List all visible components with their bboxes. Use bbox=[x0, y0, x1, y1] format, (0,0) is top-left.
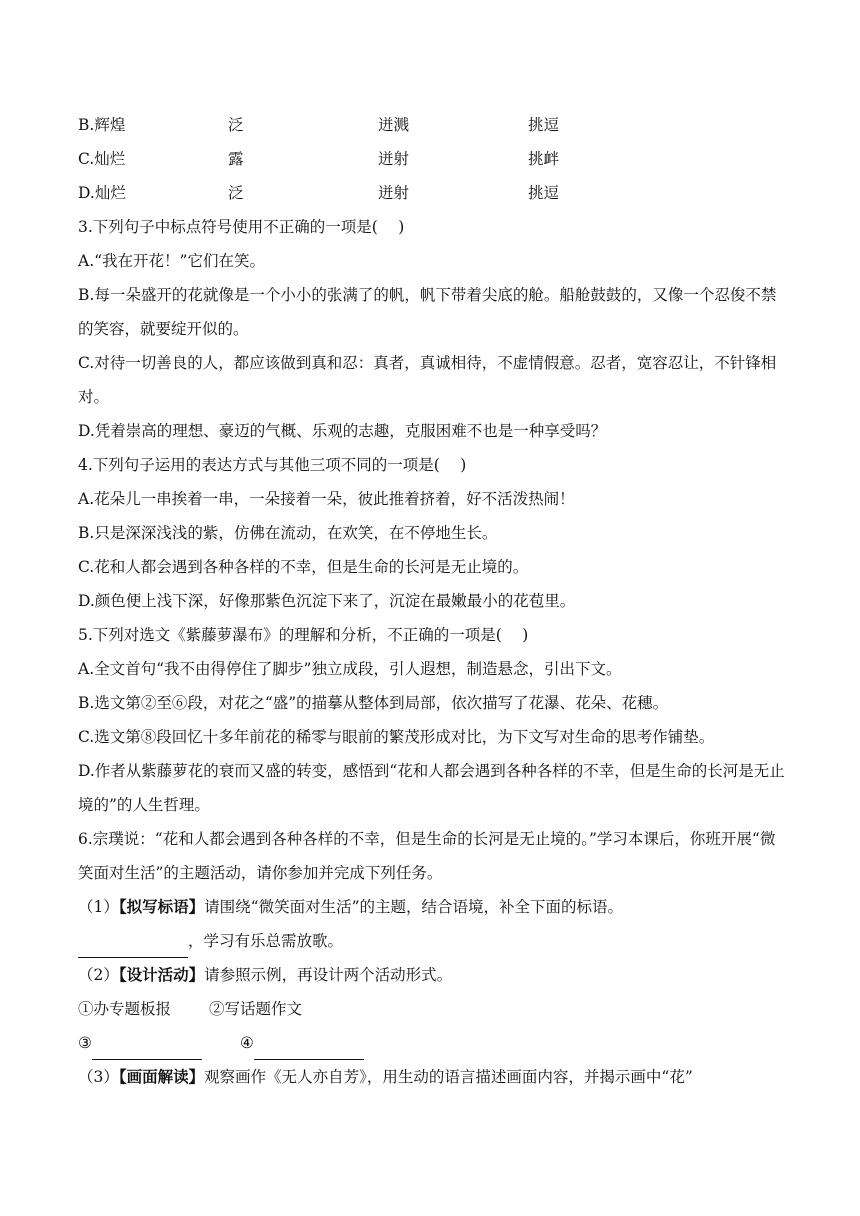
q4-option-b: B.只是深深浅浅的紫，仿佛在流动，在欢笑，在不停地生长。 bbox=[78, 524, 498, 542]
q6-task-3 bbox=[78, 1060, 790, 1094]
q2-option-b: B.辉煌 泛 迸溅 挑逗 bbox=[78, 116, 560, 134]
example-1: ①办专题板报 bbox=[78, 1000, 172, 1018]
q5-option-b: B.选文第②至⑥段，对花之“盛”的描摹从整体到局部，依次描写了花瀑、花朵、花穗。 bbox=[78, 694, 669, 712]
q5-stem: 5.下列对选文《紫藤萝瀑布》的理解和分析，不正确的一项是( ) bbox=[78, 626, 529, 644]
task-number: （1） bbox=[78, 898, 119, 916]
task-tag: 【拟写标语】 bbox=[118, 897, 205, 916]
q6-task-2-blanks bbox=[78, 1026, 790, 1060]
q3-option-a: A.“我在开花！”它们在笑。 bbox=[78, 252, 265, 270]
q2-option-d: D.灿烂 泛 迸射 挑逗 bbox=[78, 184, 560, 202]
q3-option-b: B.每一朵盛开的花就像是一个小小的张满了的帆，帆下带着尖底的舱。船舱鼓鼓的，又像一个忍俊不禁的笑容，就要绽开似的。 bbox=[78, 286, 777, 338]
q5-option-d: D.作者从紫藤萝花的衰而又盛的转变，感悟到“花和人都会遇到各种各样的不幸，但是生命的长河是无止境的”的人生哲理。 bbox=[78, 762, 785, 814]
task-number: （2） bbox=[78, 966, 119, 984]
document-page bbox=[78, 108, 790, 1094]
q3-option-d: D.凭着崇高的理想、豪迈的气概、乐观的志趣，克服困难不也是一种享受吗？ bbox=[78, 422, 607, 440]
q6-task-1 bbox=[78, 890, 790, 924]
task-tag: 【设计活动】 bbox=[118, 965, 205, 984]
q6-task-2 bbox=[78, 958, 790, 992]
q4-option-c: C.花和人都会遇到各种各样的不幸，但是生命的长河是无止境的。 bbox=[78, 558, 529, 576]
example-2: ②写话题作文 bbox=[209, 1000, 303, 1018]
q2-option-c: C.灿烂 露 迸射 挑衅 bbox=[78, 150, 560, 168]
slogan-suffix: ，学习有乐总需放歌。 bbox=[188, 932, 344, 950]
task-text: 观察画作《无人亦自芳》，用生动的语言描述画面内容，并揭示画中“花” bbox=[204, 1068, 693, 1086]
q4-option-a: A.花朵儿一串挨着一串，一朵接着一朵，彼此推着挤着，好不活泼热闹！ bbox=[78, 490, 575, 508]
task-tag: 【画面解读】 bbox=[118, 1067, 205, 1086]
q5-option-a: A.全文首句“我不由得停住了脚步”独立成段，引人遐想，制造悬念，引出下文。 bbox=[78, 660, 622, 678]
q3-stem: 3.下列句子中标点符号使用不正确的一项是( ) bbox=[78, 218, 405, 236]
q4-option-d: D.颜色便上浅下深，好像那紫色沉淀下来了，沉淀在最嫩最小的花苞里。 bbox=[78, 592, 576, 610]
slogan-blank[interactable] bbox=[78, 935, 188, 958]
activity-blank-4[interactable] bbox=[254, 1037, 364, 1060]
blank-4-label: ④ bbox=[239, 1034, 254, 1052]
task-text: 请围绕“微笑面对生活”的主题，结合语境，补全下面的标语。 bbox=[204, 898, 623, 916]
q6-stem: 6.宗璞说：“花和人都会遇到各种各样的不幸，但是生命的长河是无止境的。”学习本课后，你班开展“微笑面对生活”的主题活动，请你参加并完成下列任务。 bbox=[78, 830, 776, 882]
activity-blank-3[interactable] bbox=[92, 1037, 202, 1060]
q5-option-c: C.选文第⑧段回忆十多年前花的稀零与眼前的繁茂形成对比，为下文写对生命的思考作铺垫。 bbox=[78, 728, 715, 746]
blank-3-label: ③ bbox=[78, 1034, 92, 1052]
task-number: （3） bbox=[78, 1068, 119, 1086]
q6-task-1-slogan bbox=[78, 924, 790, 958]
task-text: 请参照示例，再设计两个活动形式。 bbox=[204, 966, 453, 984]
q3-option-c: C.对待一切善良的人，都应该做到真和忍：真者，真诚相待，不虚情假意。忍者，宽容忍让，不针锋相对。 bbox=[78, 354, 777, 406]
q4-stem: 4.下列句子运用的表达方式与其他三项不同的一项是( ) bbox=[78, 456, 467, 474]
q6-task-2-examples bbox=[78, 992, 790, 1026]
